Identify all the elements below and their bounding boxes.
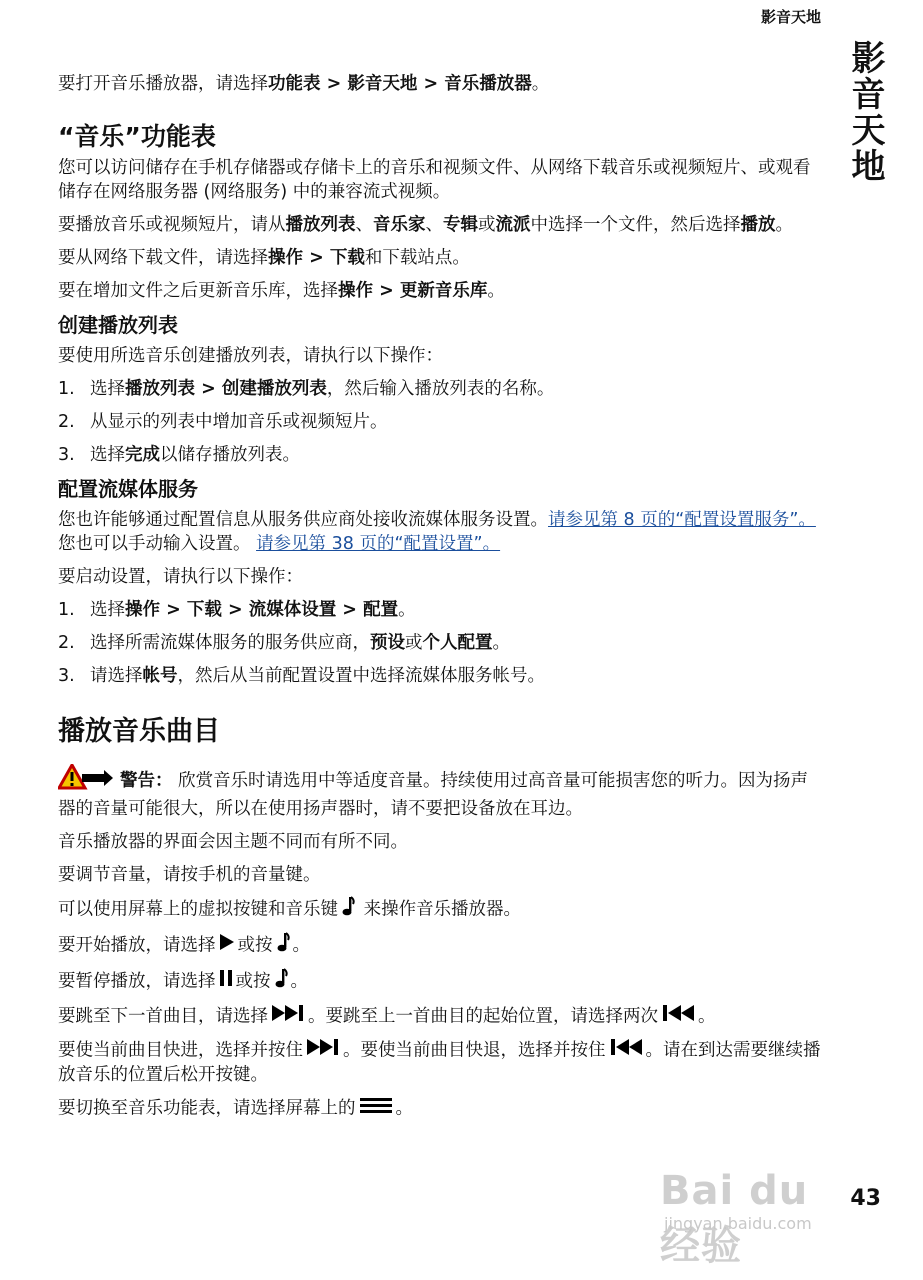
music-menu-paragraph-1: 您可以访问储存在手机存储器或存储卡上的音乐和视频文件、从网络下载音乐或视频短片、或观看储存在网络服务器 (网络服务) 中的兼容流式视频。: [58, 158, 811, 202]
play-paragraph-2: 要调节音量，请按手机的音量键。: [58, 865, 321, 885]
music-menu-heading: “音乐”功能表: [58, 122, 216, 151]
previous-track-icon: [661, 1004, 695, 1029]
play-paragraph-8: 要切换至音乐功能表，请选择屏幕上的 。: [58, 1096, 823, 1121]
list-item: 1. 选择操作 > 下载 > 流媒体设置 > 配置。: [58, 600, 416, 620]
running-header: 影音天地: [760, 8, 821, 26]
music-key-icon: [276, 932, 290, 959]
config-service-link[interactable]: 请参见第 8 页的“配置设置服务”。: [548, 510, 816, 530]
music-menu-paragraph-2: 要播放音乐或视频短片，请从播放列表、音乐家、专辑或流派中选择一个文件，然后选择播放。: [58, 215, 793, 235]
warning-paragraph: 警告： 欣赏音乐时请选用中等适度音量。持续使用过高音量可能损害您的听力。因为扬声器的音量可能很大，所以在使用扬声器时，请不要把设备放在耳边。: [58, 764, 823, 821]
playlist-steps: [58, 377, 823, 467]
list-item: 3. 选择完成以储存播放列表。: [58, 445, 300, 465]
page-content: [58, 72, 823, 1130]
music-key-icon: [274, 968, 288, 995]
previous-track-icon: [609, 1038, 643, 1063]
warning-icon: [58, 764, 114, 797]
list-item: 2. 从显示的列表中增加音乐或视频短片。: [58, 412, 388, 432]
streaming-steps: [58, 598, 823, 688]
streaming-heading: 配置流媒体服务: [58, 477, 198, 501]
streaming-paragraph: 您也许能够通过配置信息从服务供应商处接收流媒体服务设置。请参见第 8 页的“配置设置服务”。您也可以手动输入设置。 请参见第 38 页的“配置设置”。: [58, 510, 816, 554]
music-menu-paragraph-3: 要从网络下载文件，请选择操作 > 下载和下载站点。: [58, 248, 470, 268]
playlist-intro: 要使用所选音乐创建播放列表，请执行以下操作：: [58, 346, 443, 366]
music-menu-paragraph-4: 要在增加文件之后更新音乐库，选择操作 > 更新音乐库。: [58, 281, 505, 301]
play-music-heading: 播放音乐曲目: [58, 716, 220, 747]
side-section-tab: 影音天地: [845, 40, 885, 184]
baidu-watermark: Bai du 经验 jingyan.baidu.com: [660, 1168, 812, 1269]
intro-paragraph: 要打开音乐播放器，请选择功能表 > 影音天地 > 音乐播放器。: [58, 74, 550, 94]
play-icon: [219, 933, 235, 958]
streaming-intro: 要启动设置，请执行以下操作：: [58, 567, 303, 587]
list-item: 2. 选择所需流媒体服务的服务供应商，预设或个人配置。: [58, 633, 510, 653]
play-paragraph-1: 音乐播放器的界面会因主题不同而有所不同。: [58, 832, 408, 852]
play-paragraph-7: 要使当前曲目快进，选择并按住 。要使当前曲目快退，选择并按住 。请在到达需要继续播放音乐的位置后松开按键。: [58, 1038, 823, 1087]
play-paragraph-3: 可以使用屏幕上的虚拟按键和音乐键 来操作音乐播放器。: [58, 896, 823, 923]
list-item: 1. 选择播放列表 > 创建播放列表，然后输入播放列表的名称。: [58, 379, 555, 399]
play-paragraph-5: 要暂停播放，请选择 或按 。: [58, 968, 823, 995]
next-track-icon: [306, 1038, 340, 1063]
music-key-icon: [341, 896, 355, 923]
list-item: 3. 请选择帐号，然后从当前配置设置中选择流媒体服务帐号。: [58, 666, 545, 686]
menu-icon: [359, 1096, 393, 1121]
config-settings-link[interactable]: 请参见第 38 页的“配置设置”。: [256, 534, 501, 554]
pause-icon: [219, 969, 233, 994]
page-number: 43: [850, 1186, 881, 1211]
next-track-icon: [271, 1004, 305, 1029]
play-paragraph-6: 要跳至下一首曲目，请选择 。要跳至上一首曲目的起始位置，请选择两次 。: [58, 1004, 823, 1029]
playlist-heading: 创建播放列表: [58, 313, 178, 337]
play-paragraph-4: 要开始播放，请选择 或按 。: [58, 932, 823, 959]
